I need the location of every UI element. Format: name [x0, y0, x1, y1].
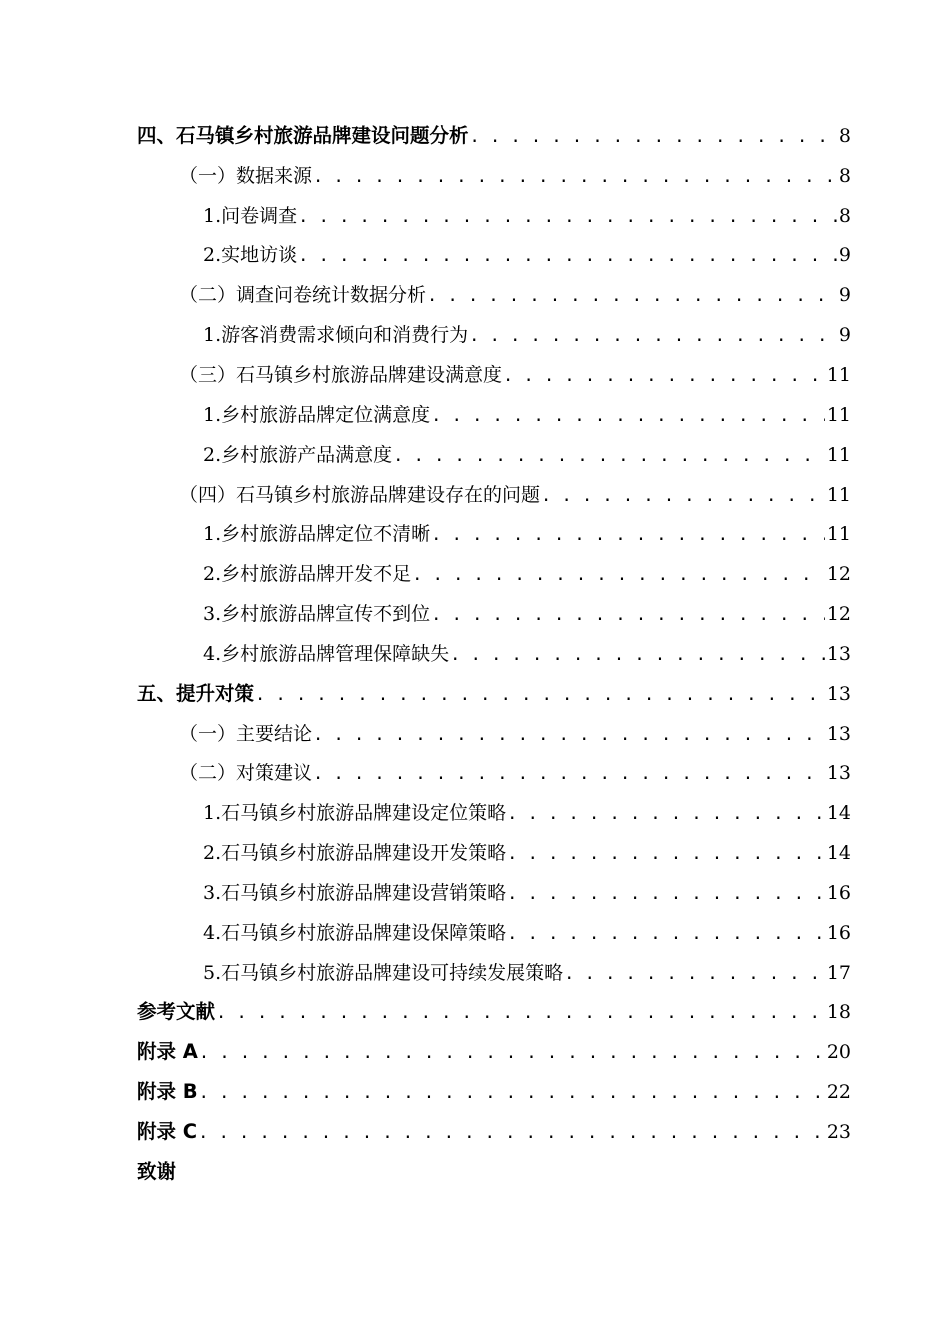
toc-dot-leader [427, 284, 837, 308]
toc-dot-leader [431, 404, 825, 428]
toc-dot-leader [216, 1001, 825, 1025]
toc-entry[interactable] [137, 275, 851, 315]
toc-entry-title: 2.实地访谈 [203, 244, 298, 267]
toc-dot-leader [199, 1081, 825, 1105]
toc-entry[interactable] [137, 953, 851, 993]
toc-dot-leader [298, 244, 837, 268]
toc-entry-title: 3.乡村旅游品牌宣传不到位 [203, 603, 431, 626]
toc-entry[interactable] [137, 754, 851, 794]
toc-dot-leader [470, 125, 837, 149]
toc-entry[interactable] [137, 993, 851, 1033]
toc-entry-page-number: 11 [826, 403, 851, 426]
toc-entry[interactable] [137, 634, 851, 674]
toc-entry[interactable] [137, 116, 851, 156]
toc-dot-leader [255, 683, 825, 707]
toc-dot-leader [199, 1041, 825, 1065]
toc-entry[interactable] [137, 315, 851, 355]
toc-entry-page-number: 14 [826, 842, 851, 865]
toc-entry[interactable] [137, 196, 851, 236]
toc-entry[interactable] [137, 1152, 851, 1192]
toc-entry-page-number: 20 [826, 1041, 851, 1064]
toc-entry-title: 1.问卷调查 [203, 204, 298, 227]
toc-dot-leader [450, 643, 825, 667]
toc-entry-title: 附录 C [137, 1120, 198, 1144]
toc-entry-page-number: 13 [826, 682, 851, 705]
toc-dot-leader [313, 165, 837, 189]
toc-dot-leader [541, 484, 825, 508]
toc-entry-page-number: 13 [826, 762, 851, 785]
toc-entry-title: 五、提升对策 [137, 681, 255, 705]
toc-dot-leader [431, 523, 825, 547]
toc-entry-title: 1.乡村旅游品牌定位不清晰 [203, 523, 431, 546]
toc-entry-page-number: 9 [838, 324, 851, 347]
toc-dot-leader [564, 962, 825, 986]
toc-entry-page-number: 17 [826, 961, 851, 984]
toc-entry-title: （二）对策建议 [179, 762, 313, 785]
toc-entry-title: 2.乡村旅游品牌开发不足 [203, 563, 412, 586]
toc-dot-leader [313, 723, 825, 747]
toc-dot-leader [507, 922, 825, 946]
toc-entry[interactable] [137, 833, 851, 873]
toc-entry-title: 附录 B [137, 1080, 198, 1104]
toc-entry-page-number: 9 [838, 284, 851, 307]
toc-entry-title: 4.乡村旅游品牌管理保障缺失 [203, 642, 450, 665]
toc-entry-title: 致谢 [137, 1159, 177, 1183]
toc-entry-page-number: 22 [826, 1081, 851, 1104]
table-of-contents [137, 116, 851, 1192]
toc-entry[interactable] [137, 1032, 851, 1072]
toc-dot-leader [507, 802, 825, 826]
toc-entry-title: 5.石马镇乡村旅游品牌建设可持续发展策略 [203, 961, 564, 984]
toc-entry[interactable] [137, 714, 851, 754]
toc-entry[interactable] [137, 674, 851, 714]
toc-entry-page-number: 16 [826, 921, 851, 944]
toc-dot-leader [507, 882, 825, 906]
toc-entry[interactable] [137, 355, 851, 395]
toc-entry[interactable] [137, 1112, 851, 1152]
toc-dot-leader [507, 842, 825, 866]
toc-entry-title: 参考文献 [137, 1000, 216, 1024]
toc-entry[interactable] [137, 475, 851, 515]
toc-entry-page-number: 18 [826, 1001, 851, 1024]
toc-entry-title: 2.石马镇乡村旅游品牌建设开发策略 [203, 842, 507, 865]
toc-entry-title: 1.石马镇乡村旅游品牌建设定位策略 [203, 802, 507, 825]
toc-dot-leader [198, 1121, 825, 1145]
toc-dot-leader [412, 563, 825, 587]
toc-entry-title: 3.石马镇乡村旅游品牌建设营销策略 [203, 881, 507, 904]
toc-entry-page-number: 9 [838, 244, 851, 267]
toc-entry-title: （一）数据来源 [179, 164, 313, 187]
toc-entry[interactable] [137, 913, 851, 953]
toc-entry[interactable] [137, 594, 851, 634]
toc-entry[interactable] [137, 435, 851, 475]
toc-entry-title: （二）调查问卷统计数据分析 [179, 284, 427, 307]
toc-entry-page-number: 13 [826, 642, 851, 665]
toc-entry-page-number: 23 [826, 1121, 851, 1144]
toc-entry-page-number: 8 [838, 124, 851, 147]
toc-entry-page-number: 8 [838, 164, 851, 187]
toc-entry[interactable] [137, 1072, 851, 1112]
toc-entry[interactable] [137, 793, 851, 833]
toc-entry[interactable] [137, 156, 851, 196]
toc-entry[interactable] [137, 554, 851, 594]
toc-entry[interactable] [137, 514, 851, 554]
toc-entry-page-number: 14 [826, 802, 851, 825]
toc-entry-title: 附录 A [137, 1040, 198, 1064]
toc-entry[interactable] [137, 395, 851, 435]
toc-entry-page-number: 11 [826, 363, 851, 386]
toc-entry-page-number: 13 [826, 722, 851, 745]
toc-entry-page-number: 11 [826, 523, 851, 546]
toc-dot-leader [503, 364, 825, 388]
toc-dot-leader [298, 205, 837, 229]
toc-entry-title: 1.游客消费需求倾向和消费行为 [203, 324, 469, 347]
toc-entry-title: （三）石马镇乡村旅游品牌建设满意度 [179, 363, 503, 386]
toc-entry[interactable] [137, 873, 851, 913]
toc-dot-leader [469, 324, 837, 348]
toc-dot-leader [393, 444, 825, 468]
toc-entry-title: 4.石马镇乡村旅游品牌建设保障策略 [203, 921, 507, 944]
toc-entry-title: 四、石马镇乡村旅游品牌建设问题分析 [137, 123, 469, 147]
toc-entry-page-number: 11 [826, 443, 851, 466]
toc-dot-leader [431, 603, 825, 627]
toc-entry-title: 1.乡村旅游品牌定位满意度 [203, 403, 431, 426]
toc-dot-leader [313, 762, 825, 786]
toc-entry-page-number: 11 [826, 483, 851, 506]
toc-entry-page-number: 16 [826, 881, 851, 904]
toc-entry-page-number: 12 [826, 563, 851, 586]
toc-entry-title: （一）主要结论 [179, 722, 313, 745]
toc-entry-title: 2.乡村旅游产品满意度 [203, 443, 393, 466]
toc-entry-page-number: 8 [838, 204, 851, 227]
toc-entry[interactable] [137, 236, 851, 276]
toc-entry-title: （四）石马镇乡村旅游品牌建设存在的问题 [179, 483, 541, 506]
toc-entry-page-number: 12 [826, 603, 851, 626]
